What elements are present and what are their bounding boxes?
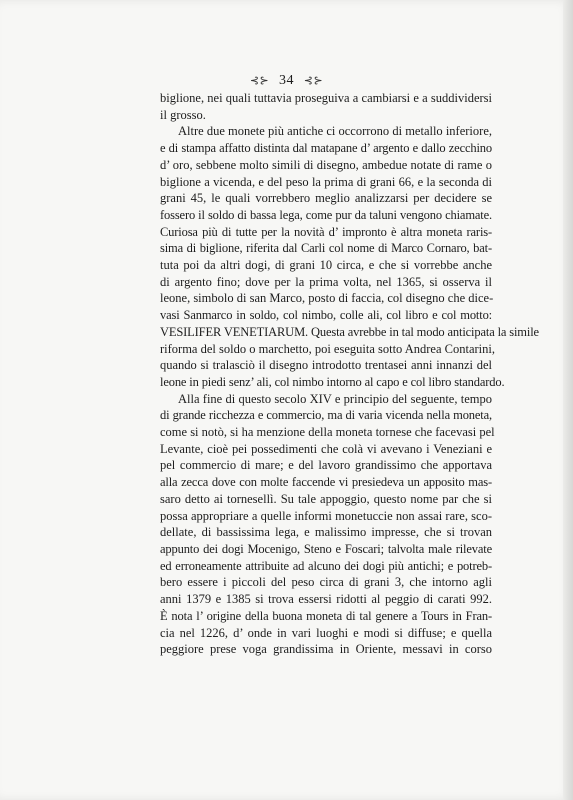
text-line: riforma del soldo o marchetto, poi eseguita sotto Andrea Contarini,: [160, 341, 495, 356]
text-line: e di stampa affatto distinta dal matapane d’ argento e dallo zecchino: [160, 141, 492, 156]
text-line: sima di biglione, riferita dal Carli col nome di Marco Cornaro, bat-: [160, 241, 492, 256]
text-line: leone in piedi senz’ ali, col nimbo intorno al capo e col libro standardo.: [160, 374, 505, 389]
text-line: Levante, cioè pei possedimenti che colà vi avevano i Veneziani e: [160, 441, 492, 456]
page-header: [0, 72, 573, 89]
text-line: vasi Sanmarco in soldo, col nimbo, colle ali, col libro e col motto:: [160, 308, 492, 323]
text-line: Alla fine di questo secolo XIV e principio del seguente, tempo: [178, 391, 492, 406]
text-line: come si notò, si ha menzione della moneta tornese che facevasi pel: [160, 425, 495, 440]
page-edge-shadow: [563, 0, 573, 800]
text-line: tuta poi da altri dogi, di grani 10 circa, e che si vorrebbe anche: [160, 258, 492, 273]
text-line: ed erroneamente attribuite ad alcuno dei dogi più antichi; e potreb-: [160, 558, 492, 573]
text-line: È nota l’ origine della buona moneta di tal genere a Tours in Fran-: [160, 608, 492, 623]
text-line: anni 1379 e 1385 si trova essersi ridotti al peggio di carati 992.: [160, 592, 492, 607]
text-line: VESILIFER VENETIARUM. Questa avrebbe in tal modo anticipata la simile: [160, 324, 539, 339]
text-line: Altre due monete più antiche ci occorrono di metallo inferiore,: [178, 124, 492, 139]
text-line: il grosso.: [160, 107, 206, 122]
text-line: appunto dei dogi Mocenigo, Steno e Foscari; talvolta male rilevate: [160, 541, 492, 556]
text-line: possa appropriare a quelle informi monetuccie non assai rare, sco-: [160, 508, 492, 523]
text-line: di grande ricchezza e commercio, ma di varia vicenda nella moneta,: [160, 408, 492, 423]
text-line: alla zecca dove con molte faccende vi presiedeva un apposito mas-: [160, 475, 492, 490]
ornament-left: ⊰⊱: [249, 75, 270, 87]
text-line: biglione, nei quali tuttavia proseguiva a cambiarsi e a suddividersi: [160, 91, 492, 105]
body-text: [160, 90, 539, 658]
page-number: 34: [279, 73, 294, 88]
text-line: Curiosa più di tutte per la novità d’ impronto è altra moneta raris-: [160, 224, 492, 239]
text-line: grani 45, le quali vorrebbero meglio analizzarsi per decidere se: [160, 191, 492, 206]
text-line: fossero il soldo di bassa lega, come pur da taluni vengono chiamate.: [160, 207, 492, 222]
text-line: peggiore prese voga grandissima in Oriente, messavi in corso: [160, 642, 492, 657]
text-line: bero essere i piccoli del peso circa di grani 3, che intorno agli: [160, 575, 492, 590]
text-line: pel commercio di mare; e del lavoro grandissimo che apportava: [160, 458, 492, 473]
text-line: saro detto ai tornesellì. Su tale appoggio, questo nome par che si: [160, 491, 492, 506]
text-line: biglione a vicenda, e del peso la prima di grani 66, e la seconda di: [160, 174, 492, 189]
text-line: leone, simbolo di san Marco, posto di faccia, col disegno che dice-: [160, 291, 494, 306]
text-line: cia nel 1226, d’ onde in vari luoghi e modi si diffuse; e quella: [160, 625, 492, 640]
text-line: dellate, di bassissima lega, e malissimo impresse, che si trovan: [160, 525, 492, 540]
ornament-right: ⊰⊱: [303, 75, 324, 87]
text-line: d’ oro, sebbene molto simili di disegno, ambedue notate di rame o: [160, 157, 492, 172]
text-line: quando si tralasciò il disegno introdotto trentasei anni innanzi del: [160, 358, 492, 373]
text-line: di argento fino; dove per la prima volta, nel 1365, si osserva il: [160, 274, 492, 289]
